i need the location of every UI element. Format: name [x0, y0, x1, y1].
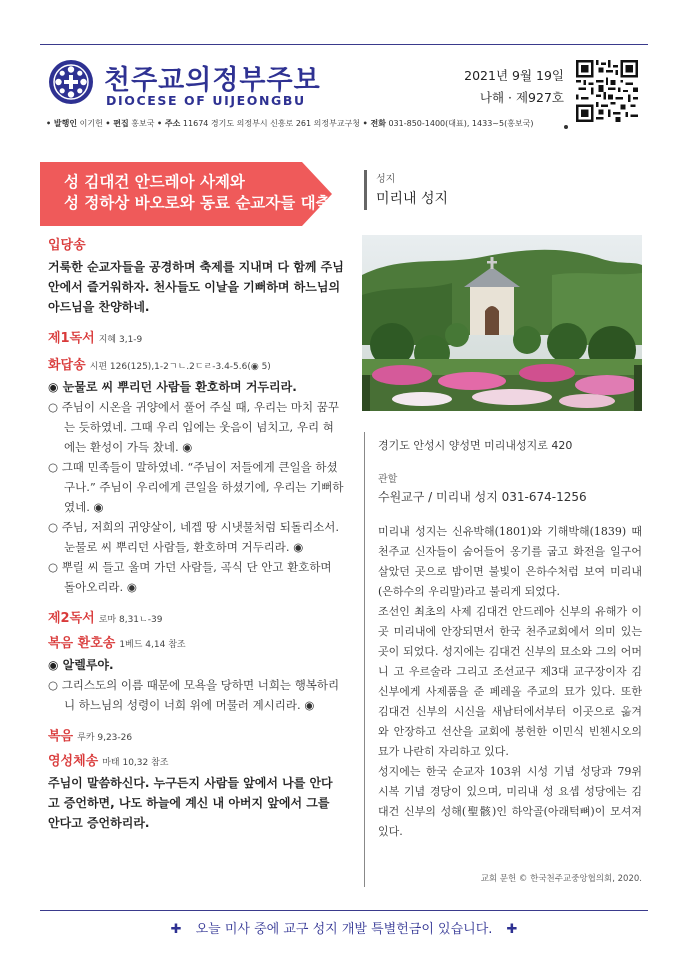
shrine-photo: [362, 235, 642, 411]
address: 11674 경기도 의정부시 신흥로 261 의정부교구청: [182, 119, 361, 128]
reading2-heading: [48, 607, 344, 626]
psalm-verse: ○ 주님, 저희의 귀양살이, 네겝 땅 시냇물처럼 되돌리소서. 눈물로 씨 뿌리던 사람들, 환호하며 거두리라. ◉: [48, 520, 339, 554]
communion-label: 영성체송: [48, 754, 99, 769]
shrine-description: [378, 522, 642, 842]
qr-code-icon: [576, 60, 638, 122]
entrance-text: 거룩한 순교자들을 공경하며 축제를 지내며 다 함께 주님 안에서 즐거워하자. 천사들도 이날을 기뻐하며 하느님의 아드님을 찬양하네.: [48, 260, 344, 314]
phone: 031-850-1400(대표), 1433~5(홍보국): [388, 119, 534, 128]
psalm-verse: ○ 그때 민족들이 말하였네. “주님이 저들에게 큰일을 하셨구나.” 주님이 우리에게 큰일을 하셨기에, 우리는 기뻐하였네. ◉: [48, 460, 344, 514]
masthead-subtitle: DIOCESE OF UIJEONGBU: [106, 93, 306, 108]
banner-line-2: 성 정하상 바오로와 동료 순교자들 대축일: [64, 194, 346, 212]
relation-value: 수원교구 / 미리내 성지 031-674-1256: [378, 490, 587, 504]
communion-ref: 마태 10,32 참조: [102, 758, 169, 768]
gospel-acclamation-ref: 1베드 4,14 참조: [119, 640, 186, 650]
relation-label: 관할: [378, 474, 398, 485]
psalm-response: ◉ 눈물로 씨 뿌리던 사람들 환호하며 거두리라.: [48, 380, 297, 394]
gospel-label: 복음: [48, 729, 74, 744]
banner-line-1: 성 김대건 안드레아 사제와: [64, 173, 245, 191]
gospel-acclamation-label: 복음 환호송: [48, 636, 116, 651]
shrine-address: 경기도 안성시 양성면 미리내성지로 420: [378, 439, 573, 452]
masthead-title: 천주교의정부주보: [104, 65, 321, 96]
reading1-heading: [48, 327, 344, 346]
publisher: 이기헌: [79, 119, 103, 128]
editor: 홍보국: [131, 119, 155, 128]
phone-label: • 전화: [362, 119, 386, 128]
psalm-ref: 시편 126(125),1-2ㄱㄴ.2ㄷㄹ-3.4-5.6(◉ 5): [89, 362, 271, 372]
gospel-acclamation-verse: ○ 그리스도의 이름 때문에 모욕을 당하면 너희는 행복하리니 하느님의 성령이 너희 위에 머물러 계시리라. ◉: [48, 678, 340, 712]
section-accent-bar: [364, 170, 367, 210]
shrine-paragraph: 성지에는 한국 순교자 103위 시성 기념 성당과 79위 시복 기념 경당이 있으며, 미리내 성 요셉 성당에는 김대건 신부의 성해(聖骸)인 하악골(아래턱뼈)이 모셔져 있다.: [378, 765, 642, 838]
shrine-paragraph: 미리내 성지는 신유박해(1801)와 기해박해(1839) 때 천주교 신자들이 숨어들어 옹기를 굽고 화전을 일구어 살았던 곳으로 밤이면 불빛이 은하수처럼 보여 미리내(은하수의 우리말)라고 불리게 되었다.: [378, 525, 642, 598]
reading2-label: 제2독서: [48, 611, 95, 626]
shrine-section-label: 성지: [376, 174, 396, 185]
gospel-acclamation-heading: [48, 632, 344, 651]
feast-banner: [40, 162, 346, 226]
issue-number: 나해 · 제927호: [479, 90, 564, 105]
masthead: [40, 54, 648, 124]
top-rule: [40, 44, 648, 45]
address-label: • 주소: [157, 119, 181, 128]
gospel-ref: 루카 9,23-26: [77, 733, 133, 743]
cross-icon: ✚: [506, 922, 518, 937]
banner-text: [64, 172, 346, 214]
cross-icon: ✚: [170, 922, 182, 937]
pub-info-dot: [564, 125, 568, 129]
shrine-paragraph: 조선인 최초의 사제 김대건 안드레아 신부의 유해가 이곳 미리내에 안장되면서 한국 천주교회에서 의미 있는 곳이 되었다. 성지에는 김대건 신부의 묘소와 그의 어머니 고 우르술라 그리고 조선교구 제3대 교구장이자 김 신부에게 사제품을 준 페레올 주교의 묘가 있다. 또한 김대건 신부의 시신을 새남터에서부터 이곳으로 옮겨 와 안장하고 선산을 교회에 봉헌한 이민식 빈첸시오의 묘가 나란히 자리하고 있다.: [378, 605, 642, 758]
shrine-title: 미리내 성지: [376, 191, 449, 207]
communion-heading: [48, 750, 344, 769]
source-credit: 교회 문헌 © 한국천주교중앙협의회, 2020.: [480, 874, 642, 884]
reading1-label: 제1독서: [48, 331, 95, 346]
gospel-heading: [48, 725, 344, 744]
issue-date: 2021년 9월 19일: [464, 68, 564, 83]
liturgy-column: [48, 234, 344, 833]
communion-text: 주님이 말씀하신다. 누구든지 사람들 앞에서 나를 안다고 증언하면, 나도 하늘에 계신 내 아버지 앞에서 그를 안다고 증언하리라.: [48, 776, 333, 830]
bottom-rule: [40, 910, 648, 911]
column-divider: [364, 432, 365, 887]
psalm-verse: ○ 주님이 시온을 귀양에서 풀어 주실 때, 우리는 마치 꿈꾸는 듯하였네. 그때 우리 입에는 웃음이 넘치고, 우리 혀에는 환성이 가득 찼네. ◉: [48, 400, 339, 454]
editor-label: • 편집: [105, 119, 129, 128]
reading2-ref: 로마 8,31ㄴ-39: [98, 615, 163, 625]
reading1-ref: 지혜 3,1-9: [98, 335, 143, 345]
footer-text: 오늘 미사 중에 교구 성지 개발 특별헌금이 있습니다.: [195, 922, 493, 937]
psalm-heading: [48, 354, 344, 373]
footer-notice: [40, 918, 648, 938]
diocese-logo-icon: [48, 59, 94, 105]
publisher-label: • 발행인: [46, 119, 78, 128]
psalm-label: 화답송: [48, 358, 86, 373]
alleluia: ◉ 알렐루야.: [48, 658, 114, 672]
entrance-label: 입당송: [48, 238, 86, 253]
publication-info: [46, 118, 646, 129]
psalm-verse: ○ 뿌릴 씨 들고 울며 가던 사람들, 곡식 단 안고 환호하며 돌아오리라. ◉: [48, 560, 332, 594]
